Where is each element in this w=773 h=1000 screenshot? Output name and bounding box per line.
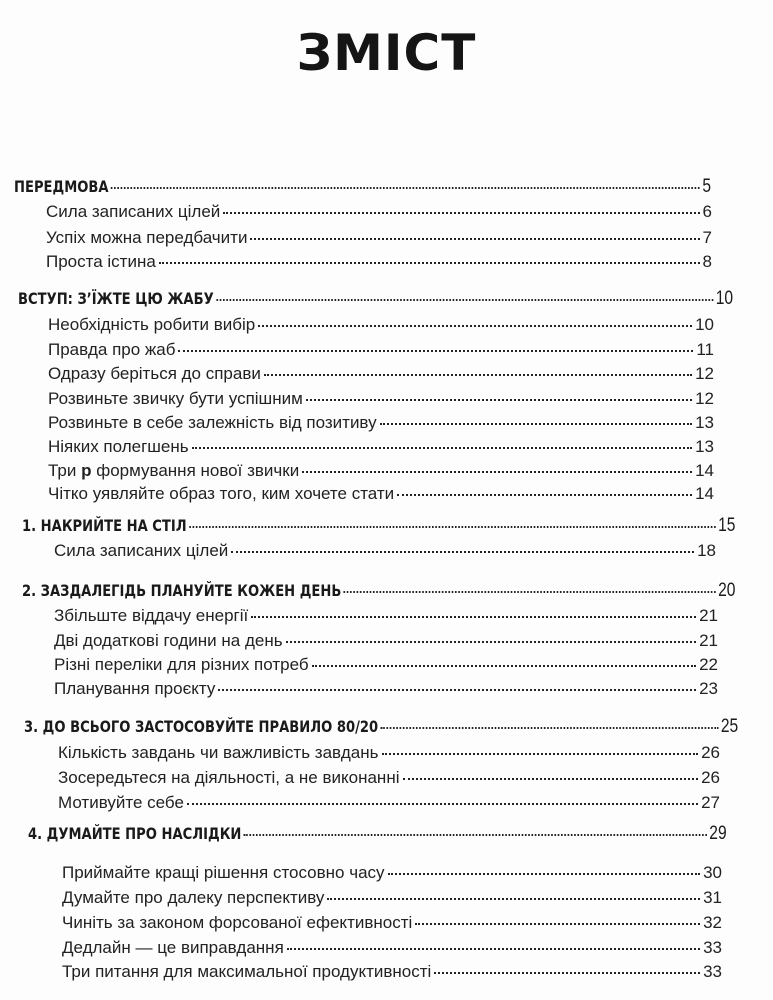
dot-leader	[111, 187, 700, 189]
dot-leader	[264, 374, 692, 376]
toc-entry-title: Збільште віддачу енергії	[54, 606, 249, 625]
dot-leader	[216, 299, 713, 301]
toc-entry-title: Чітко уявляйте образ того, ким хочете стати	[48, 484, 395, 503]
toc-section[interactable]	[48, 461, 714, 481]
toc-entry-title: Зосередьтеся на діяльності, а не виконанні	[58, 768, 400, 787]
toc-chapter-foreword[interactable]	[14, 176, 711, 198]
toc-section[interactable]	[46, 228, 712, 248]
toc-section[interactable]	[58, 768, 720, 788]
toc-section[interactable]	[54, 541, 716, 561]
dot-leader	[312, 665, 696, 667]
toc-entry-title: Чиніть за законом форсованої ефективності	[62, 913, 413, 932]
toc-section[interactable]	[62, 863, 722, 883]
toc-entry-title: Мотивуйте себе	[58, 793, 184, 812]
dot-leader	[302, 471, 692, 473]
page-title: ЗМІСТ	[296, 24, 477, 82]
toc-entry-title: Необхідність робити вибір	[48, 315, 256, 334]
toc-entry-title: Планування проєкту	[54, 679, 216, 698]
dot-leader	[306, 399, 692, 401]
toc-page-number: 6	[702, 202, 712, 221]
dot-leader	[159, 262, 700, 264]
toc-entry-title: Приймайте кращі рішення стосовно часу	[62, 863, 385, 882]
toc-entry-title: Розвиньте в себе залежність від позитиву	[48, 413, 377, 432]
toc-page-number: 23	[699, 679, 718, 698]
dot-leader	[287, 948, 700, 950]
dot-leader	[286, 641, 697, 643]
toc-entry-title: Ніяких полегшень	[48, 437, 189, 456]
toc-entry-title: 2. ЗАЗДАЛЕГІДЬ ПЛАНУЙТЕ КОЖЕН ДЕНЬ	[22, 581, 342, 600]
toc-chapter-intro[interactable]	[18, 288, 733, 310]
dot-leader	[258, 325, 692, 327]
toc-chapter-1[interactable]	[22, 515, 735, 537]
toc-section[interactable]	[62, 938, 722, 958]
dot-leader	[327, 898, 700, 900]
toc-title-suffix: формування нової звички	[91, 461, 300, 480]
toc-section[interactable]	[48, 413, 714, 433]
toc-page-number: 27	[701, 793, 720, 812]
toc-page-number: 26	[701, 743, 720, 762]
toc-page-number: 33	[703, 962, 722, 981]
dot-leader	[218, 689, 696, 691]
toc-page-number: 25	[720, 716, 739, 737]
toc-entry-title: ВСТУП: З’ЇЖТЕ ЦЮ ЖАБУ	[18, 289, 214, 308]
toc-page-number: 29	[709, 823, 727, 844]
toc-section[interactable]	[48, 364, 714, 384]
toc-section[interactable]	[54, 606, 718, 626]
toc-page-number: 22	[699, 655, 718, 674]
toc-page-number: 21	[699, 631, 718, 650]
toc-page-number: 32	[703, 913, 722, 932]
toc-page-number: 5	[702, 176, 711, 197]
toc-page-number: 15	[718, 515, 736, 536]
toc-chapter-4[interactable]	[28, 823, 727, 845]
toc-page-number: 12	[695, 364, 714, 383]
toc-section[interactable]	[54, 631, 718, 651]
toc-title-bold-letter: р	[81, 461, 92, 480]
toc-entry-title: Три питання для максимальної продуктивності	[62, 962, 432, 981]
dot-leader	[434, 972, 700, 974]
dot-leader	[244, 834, 707, 836]
toc-section[interactable]	[58, 743, 720, 763]
toc-section[interactable]	[46, 252, 712, 272]
dot-leader	[344, 591, 716, 593]
dot-leader	[251, 616, 696, 618]
toc-entry-title: 1. НАКРИЙТЕ НА СТІЛ	[22, 516, 187, 535]
dot-leader	[178, 350, 693, 352]
toc-entry-title: ПЕРЕДМОВА	[14, 177, 109, 196]
toc-page-number: 31	[703, 888, 722, 907]
toc-chapter-3[interactable]	[24, 716, 738, 738]
toc-entry-title: Кількість завдань чи важливість завдань	[58, 743, 379, 762]
toc-chapter-2[interactable]	[22, 580, 735, 602]
toc-title-prefix: Три	[48, 461, 82, 480]
toc-page-number: 11	[696, 340, 714, 359]
toc-page-number: 7	[702, 228, 712, 247]
toc-page-number: 13	[695, 437, 714, 456]
dot-leader	[388, 873, 701, 875]
toc-entry-title: Сила записаних цілей	[54, 541, 229, 560]
toc-page-number: 20	[718, 580, 736, 601]
toc-entry-title: Успіх можна передбачити	[46, 228, 248, 247]
dot-leader	[250, 238, 699, 240]
toc-section[interactable]	[46, 202, 712, 222]
dot-leader	[381, 727, 719, 729]
toc-page-number: 14	[695, 484, 714, 503]
toc-entry-title: Проста істина	[46, 252, 156, 271]
dot-leader	[192, 447, 692, 449]
toc-page-number: 12	[695, 389, 714, 408]
dot-leader	[231, 551, 694, 553]
toc-page-number: 33	[703, 938, 722, 957]
toc-section[interactable]	[54, 679, 718, 699]
dot-leader	[189, 526, 715, 528]
toc-entry-title: Дві додаткові години на день	[54, 631, 283, 650]
dot-leader	[382, 753, 699, 755]
toc-section[interactable]	[62, 913, 722, 933]
toc-section[interactable]	[48, 340, 714, 360]
toc-section[interactable]	[62, 962, 722, 982]
toc-entry-title: Одразу беріться до справи	[48, 364, 261, 383]
toc-page-number: 30	[703, 863, 722, 882]
toc-entry-title: Дедлайн — це виправдання	[62, 938, 284, 957]
toc-page-number: 14	[695, 461, 714, 480]
toc-section[interactable]	[48, 389, 714, 409]
toc-page-number: 18	[697, 541, 716, 560]
toc-page-number: 26	[701, 768, 720, 787]
dot-leader	[415, 923, 700, 925]
toc-entry-title: 4. ДУМАЙТЕ ПРО НАСЛІДКИ	[28, 824, 242, 843]
toc-entry-title: Розвиньте звичку бути успішним	[48, 389, 303, 408]
toc-section[interactable]	[54, 655, 718, 675]
toc-section[interactable]	[62, 888, 722, 908]
dot-leader	[187, 803, 698, 805]
toc-section[interactable]	[48, 315, 714, 335]
toc-entry-title: Сила записаних цілей	[46, 202, 221, 221]
toc-section[interactable]	[48, 437, 714, 457]
dot-leader	[380, 423, 692, 425]
toc-page-number: 13	[695, 413, 714, 432]
toc-page-number: 10	[695, 315, 714, 334]
toc-page-number: 21	[699, 606, 718, 625]
toc-page-number: 8	[702, 252, 712, 271]
toc-entry-title: 3. ДО ВСЬОГО ЗАСТОСОВУЙТЕ ПРАВИЛО 80/20	[24, 717, 379, 736]
dot-leader	[397, 494, 692, 496]
dot-leader	[223, 212, 699, 214]
toc-section[interactable]	[58, 793, 720, 813]
toc-entry-title: Правда про жаб	[48, 340, 176, 359]
toc-entry-title: Думайте про далеку перспективу	[62, 888, 325, 907]
toc-entry-title: Різні переліки для різних потреб	[54, 655, 309, 674]
toc-page-number: 10	[715, 288, 734, 309]
toc-section[interactable]	[48, 484, 714, 504]
toc-entry-title	[48, 461, 299, 481]
dot-leader	[403, 778, 699, 780]
